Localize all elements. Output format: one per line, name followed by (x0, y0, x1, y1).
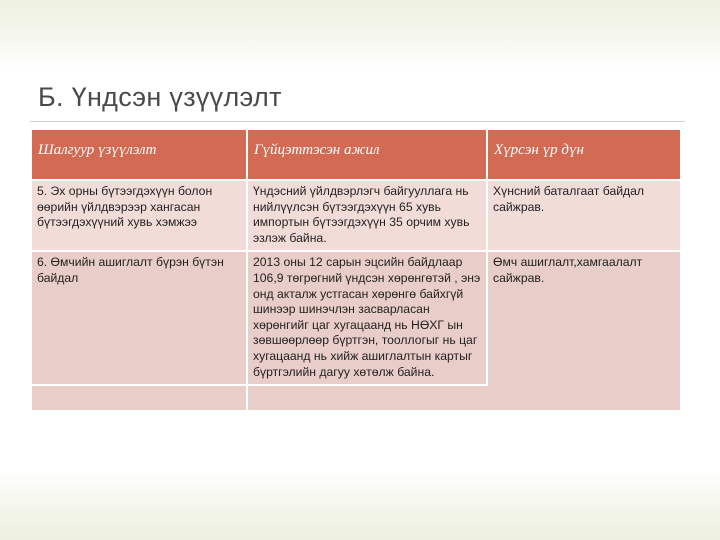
indicators-table (32, 130, 680, 412)
table-row (32, 180, 680, 251)
slide-title: Б. Үндсэн үзүүлэлт (38, 82, 282, 112)
filler-cell (247, 385, 487, 411)
table-row (32, 251, 680, 385)
bottom-decor-band (0, 470, 720, 540)
table-header-row (32, 130, 680, 180)
filler-cell (32, 385, 247, 411)
cell-result: Өмч ашиглалт,хамгаалалт сайжрав. (487, 251, 680, 411)
header-criterion: Шалгуур үзүүлэлт (32, 130, 247, 180)
header-result: Хүрсэн үр дүн (487, 130, 680, 180)
header-work-done: Гүйцэттэсэн ажил (247, 130, 487, 180)
cell-criterion: 5. Эх орны бүтээгдэхүүн болон өөрийн үйлдвэрээр хангасан бүтээгдэхүүний хувь хэмжээ (32, 180, 247, 251)
cell-work-done: Үндэсний үйлдвэрлэгч байгууллага нь нийлүүлсэн бүтээгдэхүүн 65 хувь импортын бүтээгдэхүүн 35 орчим хувь эзлэж байна. (247, 180, 487, 251)
cell-criterion: 6. Өмчийн ашиглалт бүрэн бүтэн байдал (32, 251, 247, 385)
top-decor-band (0, 0, 720, 70)
cell-work-done: 2013 оны 12 сарын эцсийн байдлаар 106,9 төгрөгний үндсэн хөрөнгөтэй , энэ онд акталж устгасан хөрөнгө байхгүй шинээр шинэчлэн засварласан хөрөнгийг цаг хугацаанд нь НӨХГ ын зөвшөөрлөөр бүртгэн, тооллогыг нь цаг хугацаанд нь хийж ашиглалтын картыг бүртгэлийн дагуу хөтөлж байна. (247, 251, 487, 385)
cell-result: Хүнсний баталгаат байдал сайжрав. (487, 180, 680, 251)
title-divider (30, 121, 685, 122)
